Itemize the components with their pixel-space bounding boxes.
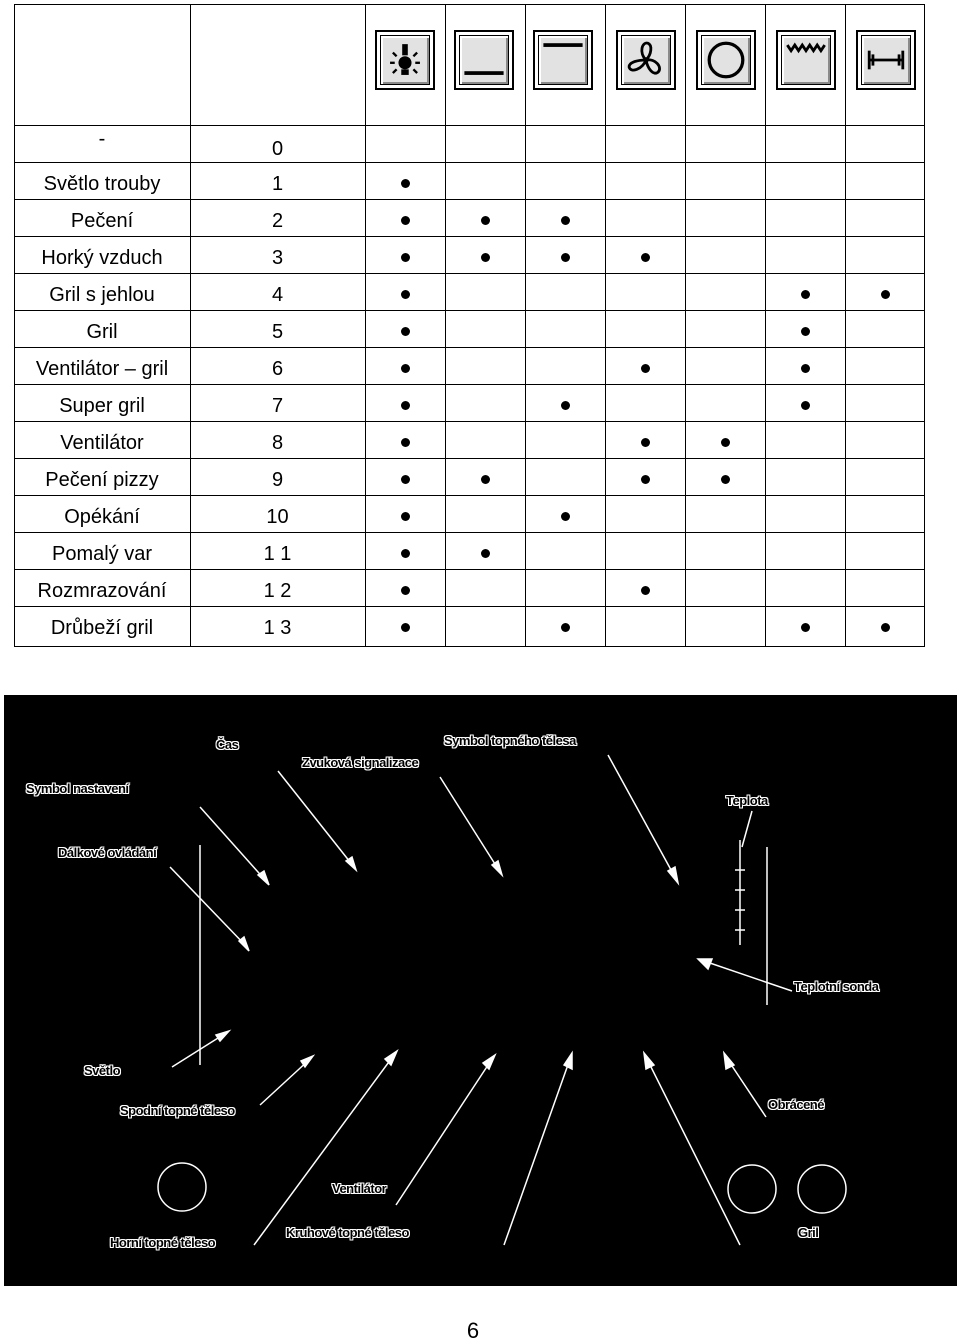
active-element-dot bbox=[401, 475, 410, 484]
table-row bbox=[14, 569, 925, 606]
active-element-dot bbox=[641, 364, 650, 373]
table-row bbox=[14, 236, 925, 273]
table-row bbox=[14, 606, 925, 643]
function-number: 5 bbox=[271, 321, 284, 343]
function-name: Horký vzduch bbox=[41, 247, 163, 269]
function-number: 1 bbox=[271, 173, 284, 195]
function-name: Pečení pizzy bbox=[45, 469, 159, 491]
label-remote-control: Dálkové ovládání bbox=[58, 845, 157, 860]
active-element-dot bbox=[401, 216, 410, 225]
function-number: 1 2 bbox=[263, 580, 292, 602]
table-row bbox=[14, 162, 925, 199]
active-element-dot bbox=[401, 586, 410, 595]
function-name: Gril s jehlou bbox=[49, 284, 155, 306]
function-name: Drůbeží gril bbox=[50, 617, 154, 639]
table-row bbox=[14, 421, 925, 458]
table-row bbox=[14, 458, 925, 495]
label-temperature: Teplota bbox=[726, 793, 768, 808]
active-element-dot bbox=[481, 549, 490, 558]
table-row bbox=[14, 347, 925, 384]
function-name: Pečení bbox=[70, 210, 134, 232]
active-element-dot bbox=[561, 253, 570, 262]
active-element-dot bbox=[801, 623, 810, 632]
active-element-dot bbox=[401, 401, 410, 410]
function-number: 8 bbox=[271, 432, 284, 454]
table-grid-line bbox=[14, 646, 925, 647]
oven-light-icon bbox=[375, 30, 435, 90]
active-element-dot bbox=[801, 401, 810, 410]
active-element-dot bbox=[401, 438, 410, 447]
active-element-dot bbox=[721, 438, 730, 447]
active-element-dot bbox=[561, 512, 570, 521]
table-row bbox=[14, 495, 925, 532]
bottom-heater-icon bbox=[454, 30, 514, 90]
table-row bbox=[14, 384, 925, 421]
active-element-dot bbox=[641, 438, 650, 447]
function-name: - bbox=[98, 128, 106, 150]
table-row bbox=[14, 310, 925, 347]
active-element-dot bbox=[401, 549, 410, 558]
active-element-dot bbox=[561, 623, 570, 632]
active-element-dot bbox=[401, 253, 410, 262]
function-name: Opékání bbox=[64, 506, 140, 528]
label-grill: Gril bbox=[798, 1225, 819, 1240]
function-number: 2 bbox=[271, 210, 284, 232]
active-element-dot bbox=[561, 216, 570, 225]
function-number: 0 bbox=[271, 138, 284, 160]
active-element-dot bbox=[401, 623, 410, 632]
label-bottom-heater: Spodní topné těleso bbox=[120, 1103, 235, 1118]
active-element-dot bbox=[801, 364, 810, 373]
label-fan: Ventilátor bbox=[332, 1181, 387, 1196]
active-element-dot bbox=[641, 586, 650, 595]
label-sound-signal: Zvuková signalizace bbox=[302, 755, 419, 770]
top-heater-icon bbox=[533, 30, 593, 90]
active-element-dot bbox=[881, 290, 890, 299]
active-element-dot bbox=[481, 216, 490, 225]
function-name: Ventilátor bbox=[60, 432, 144, 454]
active-element-dot bbox=[561, 401, 570, 410]
table-row bbox=[14, 199, 925, 236]
fan-icon bbox=[616, 30, 676, 90]
active-element-dot bbox=[401, 290, 410, 299]
active-element-dot bbox=[801, 290, 810, 299]
function-name: Světlo trouby bbox=[43, 173, 161, 195]
label-reversed: Obrácené bbox=[768, 1097, 824, 1112]
label-temperature-probe: Teplotní sonda bbox=[794, 979, 879, 994]
active-element-dot bbox=[401, 364, 410, 373]
active-element-dot bbox=[401, 512, 410, 521]
function-number: 3 bbox=[271, 247, 284, 269]
function-number: 9 bbox=[271, 469, 284, 491]
active-element-dot bbox=[721, 475, 730, 484]
label-heater-symbol: Symbol topného tělesa bbox=[444, 733, 576, 748]
oven-control-diagram bbox=[4, 695, 957, 1286]
function-number: 6 bbox=[271, 358, 284, 380]
function-number: 4 bbox=[271, 284, 284, 306]
active-element-dot bbox=[401, 327, 410, 336]
page-number: 6 bbox=[466, 1318, 480, 1343]
function-name: Ventilátor – gril bbox=[35, 358, 169, 380]
ring-heater-icon bbox=[696, 30, 756, 90]
table-row bbox=[14, 273, 925, 310]
rotisserie-spit-icon bbox=[856, 30, 916, 90]
function-number: 1 3 bbox=[263, 617, 292, 639]
function-name: Super gril bbox=[59, 395, 145, 417]
active-element-dot bbox=[801, 327, 810, 336]
active-element-dot bbox=[881, 623, 890, 632]
table-row bbox=[14, 125, 925, 162]
label-time: Čas bbox=[216, 737, 239, 752]
label-light: Světlo bbox=[84, 1063, 121, 1078]
label-ring-heater: Kruhové topné těleso bbox=[286, 1225, 409, 1240]
function-number: 7 bbox=[271, 395, 284, 417]
function-name: Gril bbox=[86, 321, 118, 343]
function-number: 10 bbox=[266, 506, 289, 528]
active-element-dot bbox=[481, 475, 490, 484]
function-name: Pomalý var bbox=[51, 543, 153, 565]
grill-icon bbox=[776, 30, 836, 90]
oven-function-table bbox=[14, 4, 925, 647]
active-element-dot bbox=[641, 253, 650, 262]
active-element-dot bbox=[401, 179, 410, 188]
label-top-heater: Horní topné těleso bbox=[110, 1235, 216, 1250]
function-number: 1 1 bbox=[263, 543, 292, 565]
table-row bbox=[14, 532, 925, 569]
function-name: Rozmrazování bbox=[37, 580, 167, 602]
active-element-dot bbox=[641, 475, 650, 484]
label-setting-symbol: Symbol nastavení bbox=[26, 781, 129, 796]
active-element-dot bbox=[481, 253, 490, 262]
table-grid-line bbox=[14, 4, 925, 5]
